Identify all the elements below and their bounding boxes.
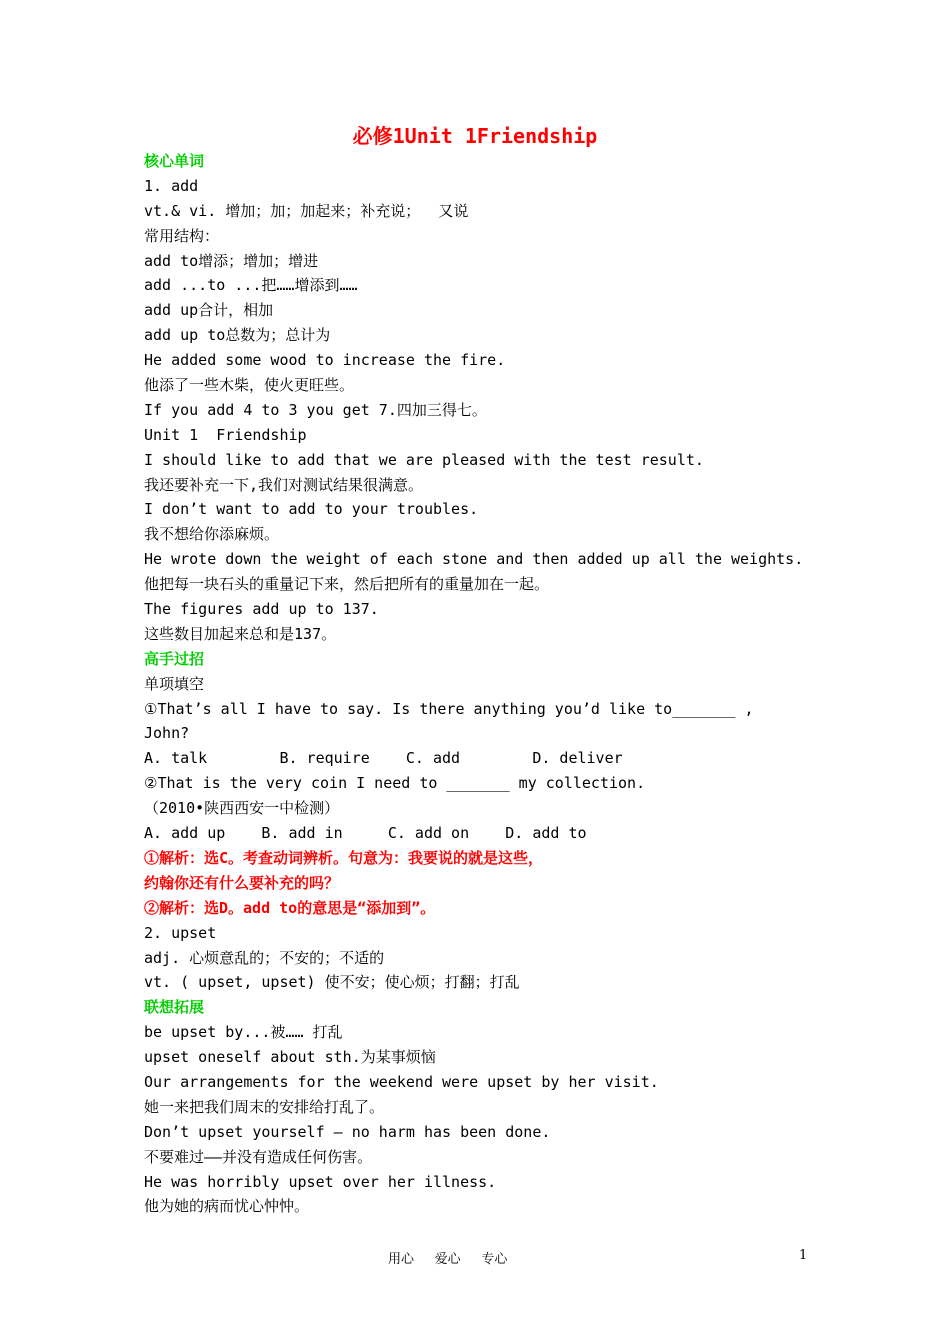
text-line: 她一来把我们周末的安排给打乱了。	[144, 1097, 385, 1116]
text-line: upset oneself about sth.为某事烦恼	[144, 1048, 436, 1067]
answer-explanation: 约翰你还有什么要补充的吗？	[144, 873, 340, 892]
text-line: He wrote down the weight of each stone and then added up all the weights.	[144, 550, 804, 569]
text-line: 我还要补充一下,我们对测试结果很满意。	[144, 475, 424, 494]
text-line: Don’t upset yourself — no harm has been done.	[144, 1122, 551, 1141]
text-line: 常用结构：	[144, 226, 220, 245]
footer-motto: 用心 爱心 专心	[388, 1252, 508, 1267]
text-line: vt.& vi. 增加；加；加起来；补充说； 又说	[144, 201, 469, 220]
section-heading: 核心单词	[144, 152, 205, 170]
text-line: He was horribly upset over her illness.	[144, 1172, 497, 1191]
text-line: If you add 4 to 3 you get 7.四加三得七。	[144, 400, 487, 419]
text-line: ①That’s all I have to say. Is there anything you’d like to_______ ,	[144, 699, 754, 718]
answer-explanation: ①解析：选C。考查动词辨析。句意为：我要说的就是这些，	[144, 848, 544, 867]
section-heading: 联想拓展	[144, 998, 205, 1017]
text-line: add ...to ...把……增添到……	[144, 276, 358, 295]
text-line: I don’t want to add to your troubles.	[144, 500, 479, 519]
page-footer	[0, 1248, 950, 1268]
answer-explanation: ②解析：选D。add to的意思是“添加到”。	[144, 898, 436, 917]
text-line: 这些数目加起来总和是137。	[144, 624, 337, 643]
section-heading: 高手过招	[144, 649, 205, 668]
text-line: add up to总数为；总计为	[144, 326, 331, 345]
text-line: Our arrangements for the weekend were upset by her visit.	[144, 1072, 659, 1091]
text-line: be upset by...被…… 打乱	[144, 1023, 343, 1042]
text-line: A. talk B. require C. add D. deliver	[144, 749, 623, 768]
text-line: Unit 1 Friendship	[144, 425, 307, 444]
text-line: The figures add up to 137.	[144, 600, 379, 619]
text-line: He added some wood to increase the fire.	[144, 351, 506, 370]
text-line: 他为她的病而忧心忡忡。	[144, 1197, 310, 1216]
text-line: add up合计，相加	[144, 301, 274, 320]
text-line: （2010•陕西西安一中检测）	[144, 799, 340, 818]
text-line: A. add up B. add in C. add on D. add to	[144, 824, 587, 843]
text-line: 他把每一块石头的重量记下来，然后把所有的重量加在一起。	[144, 575, 550, 594]
page-title: 必修1Unit 1Friendship	[352, 124, 598, 148]
text-line: John?	[144, 724, 190, 743]
text-line: 2. upset	[144, 923, 217, 942]
text-line: vt. ( upset, upset) 使不安；使心烦；打翻；打乱	[144, 973, 520, 992]
text-line: 他添了一些木柴，使火更旺些。	[144, 376, 355, 395]
document-body	[144, 149, 804, 1219]
text-line: 不要难过——并没有造成任何伤害。	[144, 1147, 373, 1166]
text-line: adj. 心烦意乱的；不安的；不适的	[144, 948, 385, 967]
text-line: ②That is the very coin I need to _______ my collection.	[144, 774, 646, 793]
text-line: 我不想给你添麻烦。	[144, 525, 280, 544]
text-line: 单项填空	[144, 674, 205, 693]
text-line: add to增添；增加；增进	[144, 251, 319, 270]
text-line: 1. add	[144, 176, 199, 195]
page-number: 1	[799, 1248, 808, 1263]
text-line: I should like to add that we are pleased with the test result.	[144, 450, 704, 469]
